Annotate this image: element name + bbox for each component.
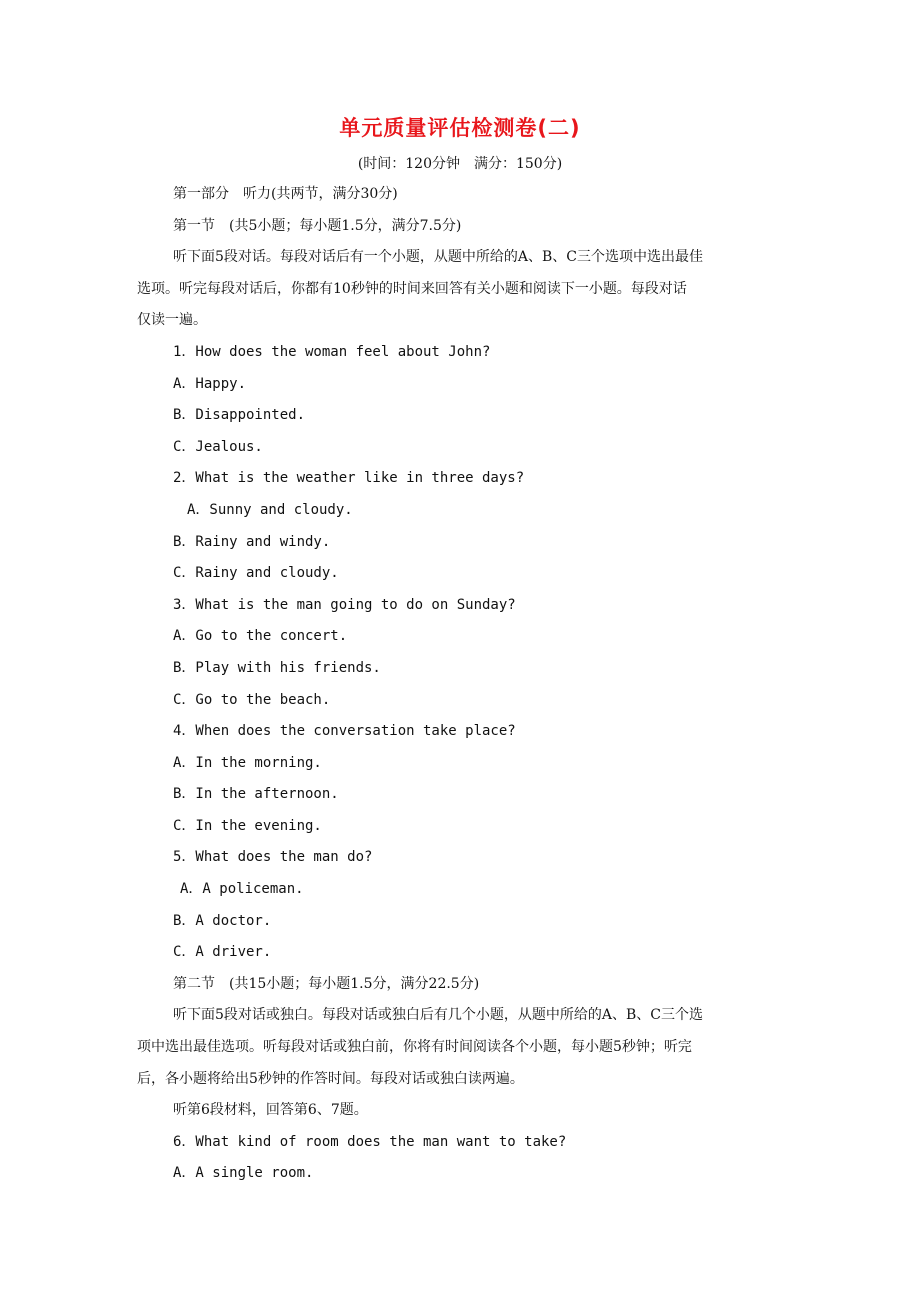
option: B．A doctor.	[173, 912, 272, 929]
option: A．A single room.	[173, 1165, 314, 1182]
option: A．A policeman.	[180, 881, 304, 898]
option: C．Rainy and cloudy.	[173, 565, 339, 582]
section1-instruction-line: 选项。听完每段对话后，你都有10秒钟的时间来回答有关小题和阅读下一小题。每段对话	[137, 280, 687, 297]
option: B．In the afternoon.	[173, 786, 339, 803]
part1-heading: 第一部分 听力(共两节，满分30分)	[173, 186, 398, 202]
option: A．Sunny and cloudy.	[187, 501, 353, 518]
section1-instruction-line: 听下面5段对话。每段对话后有一个小题，从题中所给的A、B、C三个选项中选出最佳	[173, 249, 704, 266]
section2-heading: 第二节 (共15小题；每小题1.5分，满分22.5分)	[173, 975, 480, 992]
section1-heading: 第一节 (共5小题；每小题1.5分，满分7.5分)	[173, 217, 462, 234]
option: A．In the morning.	[173, 754, 322, 771]
option: C．A driver.	[173, 944, 272, 961]
question-4: 4．When does the conversation take place?	[173, 723, 516, 740]
question-2: 2．What is the weather like in three days?	[173, 470, 525, 487]
option: B．Disappointed.	[173, 407, 306, 424]
question-6: 6．What kind of room does the man want to take?	[173, 1133, 567, 1150]
section2-instruction-line: 后，各小题将给出5秒钟的作答时间。每段对话或独白读两遍。	[137, 1070, 524, 1087]
exam-time-score: (时间：120分钟 满分：150分)	[357, 156, 563, 172]
question-5: 5．What does the man do?	[173, 849, 373, 866]
section1-instruction-line: 仅读一遍。	[137, 312, 207, 329]
option: A．Go to the concert.	[173, 628, 348, 645]
question-3: 3．What is the man going to do on Sunday?	[173, 596, 516, 613]
option: B．Play with his friends.	[173, 659, 381, 676]
section2-instruction-line: 听下面5段对话或独白。每段对话或独白后有几个小题，从题中所给的A、B、C三个选	[173, 1007, 704, 1024]
section2-instruction-line: 项中选出最佳选项。听每段对话或独白前，你将有时间阅读各个小题，每小题5秒钟；听完	[137, 1039, 692, 1056]
page-title: 单元质量评估检测卷(二)	[339, 116, 581, 140]
question-1: 1．How does the woman feel about John?	[173, 343, 491, 360]
material6-heading: 听第6段材料，回答第6、7题。	[173, 1102, 368, 1119]
exam-body	[137, 179, 787, 1190]
option: C．Go to the beach.	[173, 691, 331, 708]
option: C．In the evening.	[173, 817, 322, 834]
option: B．Rainy and windy.	[173, 533, 331, 550]
option: C．Jealous.	[173, 438, 263, 455]
option: A．Happy.	[173, 375, 247, 392]
